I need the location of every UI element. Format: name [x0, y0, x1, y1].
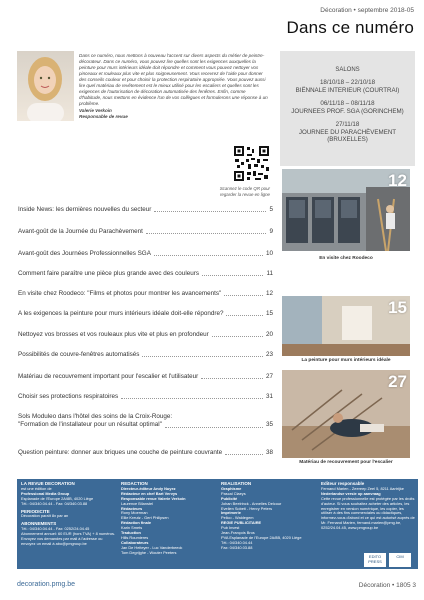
colophon-editor	[321, 482, 415, 531]
toc-title: Comment faire paraître une pièce plus grande avec des couleurs	[18, 270, 199, 277]
signature-name: Valerie Verkoin	[79, 108, 112, 113]
salon-dates: 27/11/18	[335, 121, 360, 128]
toc-page: 20	[265, 331, 273, 338]
colophon-line: Rédacteur en chef Bart Vervys	[121, 490, 178, 496]
toc-title: Matériau de recouvrement important pour l'escalier et l'utilisateur	[18, 373, 199, 380]
colophon-line: Johan Beelrinck - Annelies Delcour	[221, 500, 282, 506]
toc-page: 10	[265, 250, 273, 257]
feature-caption: Matériau de recouvrement pour l'escalier	[299, 460, 393, 465]
toc-title-line2: "Formation de l'installateur pour un résultat optimal"	[18, 421, 162, 428]
colophon-publisher	[21, 482, 116, 547]
colophon-line: est une édition de	[21, 485, 52, 491]
feature-page-number: 27	[388, 372, 407, 391]
toc-entry[interactable]	[18, 393, 273, 400]
colophon-line: Jean-François Bros	[221, 530, 255, 536]
colophon	[17, 479, 418, 569]
toc-leader	[226, 315, 263, 316]
colophon-line: Professional Media Group	[21, 490, 70, 496]
feature-page-number: 12	[388, 171, 407, 190]
colophon-realisation	[221, 482, 316, 551]
page-title: Dans ce numéro	[286, 18, 414, 37]
toc-title: En visite chez Roodeco: "Films et photos pour montrer les avancements"	[18, 290, 222, 297]
colophon-line: Esplanade de l'Europe 2A/8B, 4020 Liège	[21, 495, 94, 501]
colophon-line: Graphisme	[221, 485, 242, 491]
toc-page: 23	[265, 351, 273, 358]
colophon-line: Rédaction finale	[121, 520, 152, 526]
toc-leader	[224, 295, 263, 296]
colophon-line: Collaborateurs	[121, 539, 149, 545]
toc-title: Choisir ses protections respiratoires	[18, 393, 119, 400]
edito-press-logo: EDITO PRESS	[364, 553, 386, 567]
colophon-line: Hills Roumieres	[121, 534, 149, 540]
toc-page: 11	[266, 270, 273, 277]
colophon-heading: REDACTION	[121, 481, 148, 486]
toc-title: Possibilités de couvre-fenêtres automatisés	[18, 351, 140, 358]
toc-title: Avant-goût des Journées Professionnelles SGA	[18, 250, 151, 257]
toc-page: 35	[265, 421, 273, 428]
toc-entry[interactable]	[18, 373, 273, 380]
toc-entry[interactable]	[18, 413, 273, 429]
toc-entry[interactable]	[18, 449, 273, 456]
qr-caption: Scannez le code QR pour regarder la revue en ligne	[219, 186, 270, 197]
toc-page: 31	[265, 393, 273, 400]
toc-page: 27	[265, 373, 273, 380]
salons-title: SALONS	[335, 67, 360, 73]
feature-image-paint[interactable]	[282, 296, 410, 356]
toc-entry[interactable]	[18, 270, 273, 277]
toc-leader	[121, 398, 263, 399]
salon-event	[280, 100, 415, 115]
toc-entry[interactable]	[18, 310, 273, 317]
colophon-line: Tél.: 04/340.04.44 - Fax: 0252/24.04.45	[21, 526, 90, 532]
toc-entry[interactable]	[18, 331, 273, 338]
salon-name: JOURNEE DU PARACHÈVEMENT (BRUXELLES)	[298, 128, 397, 143]
website-link[interactable]: decoration.pmg.be	[17, 581, 75, 588]
colophon-line: Rédacteurs	[121, 505, 143, 511]
toc-leader	[154, 255, 263, 256]
colophon-heading: REALISATION	[221, 481, 252, 486]
colophon-heading: Nederlandse versie op aanvraag	[321, 490, 381, 496]
colophon-line: Pub Invest	[221, 525, 240, 531]
qr-code[interactable]	[233, 145, 270, 182]
intro-paragraph: Dans ce numéro, nous mettons à nouveau l'accent sur divers aspects du métier de peintre-décorateur. Dans ce numéro, vous pouvez lire quelles sont les exigences auxquelles la peinture pour murs intérieurs idéale doit répondre et comment vous pouvez nettoyer vos pinceaux et rouleaux plus vite et plus soigneusement. Vous recevrez de l'aide pour donner des conseils couleur et pour choisir la protection respiratoire appropriée. Vous pouvez aussi lire quel matériau de revêtement est le mieux utilisé pour les escaliers et quelles sont les exigences de l'autorisation de décoration automatisée des fenêtres. Enfin, comme d'habitude, nous mettons en évidence l'un de vos collègues et formulerons une réponse à un problème.	[79, 53, 268, 106]
toc-title: Inside News: les dernières nouvelles du secteur	[18, 206, 152, 213]
intro-text	[79, 53, 269, 120]
salon-dates: 06/11/18 – 08/11/18	[320, 100, 375, 107]
cim-logo: CIM	[389, 553, 411, 567]
toc-leader	[202, 275, 263, 276]
colophon-heading: Editeur responsable	[321, 481, 365, 486]
toc-leader	[142, 356, 263, 357]
colophon-line: REGIE PUBLICITAIRE	[221, 520, 262, 526]
colophon-line: Décoration paraît 8x par an	[21, 513, 69, 519]
page-footer-info: Décoration • 1805 3	[358, 582, 416, 589]
toc-page: 15	[265, 310, 273, 317]
toc-page: 12	[265, 290, 273, 297]
colophon-line: Fax: 04/340.03.88	[221, 544, 253, 550]
colophon-line: PVA Esplanade de l'Europe 2A/8B, 4020 Liège	[221, 534, 302, 540]
feature-caption: En visite chez Roodeco	[319, 256, 373, 261]
toc-entry[interactable]	[18, 206, 273, 213]
toc-leader	[154, 211, 266, 212]
colophon-line: Evelien Sobeti - Henry Peters	[221, 505, 273, 511]
toc-title: Question peinture: donner aux briques une couche de peinture couvrante	[18, 449, 223, 456]
colophon-line: Rony Moerman	[121, 510, 148, 516]
colophon-line: Publicité	[221, 495, 238, 501]
toc-page: 9	[269, 228, 273, 235]
colophon-line: Karin Smets	[121, 525, 143, 531]
toc-leader	[146, 233, 267, 234]
colophon-line: Tom Degrijghe - Wouter Peeters	[121, 549, 177, 555]
toc-entry[interactable]	[18, 351, 273, 358]
feature-image-stairs[interactable]	[282, 370, 410, 458]
colophon-line: Abonnement annuel: 60 EUR (hors TVA) + 8 numéros. Envoyez vos demandes par mail à l'adresse ou envoyez un email à abo@pmgroup.be	[21, 531, 116, 546]
signature-role: Responsable de revue	[79, 114, 128, 119]
toc-leader	[165, 427, 263, 428]
colophon-line: Directeur-éditeur Andy Nuyez	[121, 485, 176, 491]
colophon-line: Traduction	[121, 530, 141, 536]
toc-leader	[212, 336, 263, 337]
salon-name: BIËNNALE INTERIEUR (COURTRAI)	[295, 86, 400, 94]
toc-title: A les exigences la peinture pour murs intérieurs idéale doit-elle répondre?	[18, 310, 224, 317]
colophon-line: Tél.: 04/340.04.44 - Fax: 04/340.03.88	[21, 500, 88, 506]
editor-photo	[17, 51, 74, 121]
colophon-line: Laurence Bilanstel	[121, 500, 154, 506]
colophon-line: Ellie Kreutz - Gert Philipsen	[121, 515, 169, 521]
feature-page-number: 15	[388, 298, 407, 317]
salon-event	[280, 79, 415, 94]
toc-entry[interactable]	[18, 250, 273, 257]
toc-leader	[225, 454, 263, 455]
salon-dates: 18/10/18 – 22/10/18	[319, 79, 376, 86]
toc-entry[interactable]	[18, 228, 273, 235]
toc-page: 5	[269, 206, 273, 213]
colophon-line: Tél.: 04/340.04.44	[221, 539, 253, 545]
toc-title: Avant-goût de la Journée du Parachèvement	[18, 228, 143, 235]
feature-caption: La peinture pour murs intérieurs idéale	[301, 358, 391, 363]
salons-box	[280, 51, 415, 166]
salon-name: JOURNEES PROF. SGA (GORINCHEM)	[291, 107, 404, 115]
toc-entry[interactable]	[18, 290, 273, 297]
toc-title: Nettoyez vos brosses et vos rouleaux plus vite et plus en profondeur	[18, 331, 209, 338]
toc-leader	[201, 378, 263, 379]
colophon-line: Pelico - Waldegem	[221, 515, 254, 521]
toc-page: 38	[265, 449, 273, 456]
colophon-line: Imprimerie	[221, 510, 241, 516]
issue-line: Décoration • septembre 2018-05	[320, 7, 414, 14]
feature-image-roodeco[interactable]	[282, 169, 410, 251]
colophon-line: Jan De Heiteyer - Luc Vanderbeeck	[121, 544, 183, 550]
colophon-heading: LA REVUE DECORATION	[21, 481, 75, 486]
toc-title: Sols Moduleo dans l'hôtel des soins de la Croix-Rouge:	[18, 413, 173, 420]
colophon-heading: PERIODICITE	[21, 508, 50, 514]
salon-event	[280, 121, 415, 144]
colophon-heading: ABONNEMENTS	[21, 521, 57, 527]
colophon-line: Cette revue professionnelle est protégée par les droits d'auteur. Si vous souhaitez acheter des articles, les enregistrer en version numérique, les copier, les utiliser à des fins commerciales ou didactiques, informez-vous d'abord et ce qui est autorisé auprès de Mr. Fernand Marien, fernand.marien@pmg.be, 0252/24.04.45, www.pmgroup.be	[321, 495, 415, 531]
colophon-line: Pascal Claeys	[221, 490, 246, 496]
colophon-line: Fernand Marien - Zeereep Zeel 5, 8211 Aartrijke	[321, 485, 404, 491]
colophon-line: Responsable revue Valerie Verkoin	[121, 495, 186, 501]
colophon-redaction	[121, 482, 215, 556]
